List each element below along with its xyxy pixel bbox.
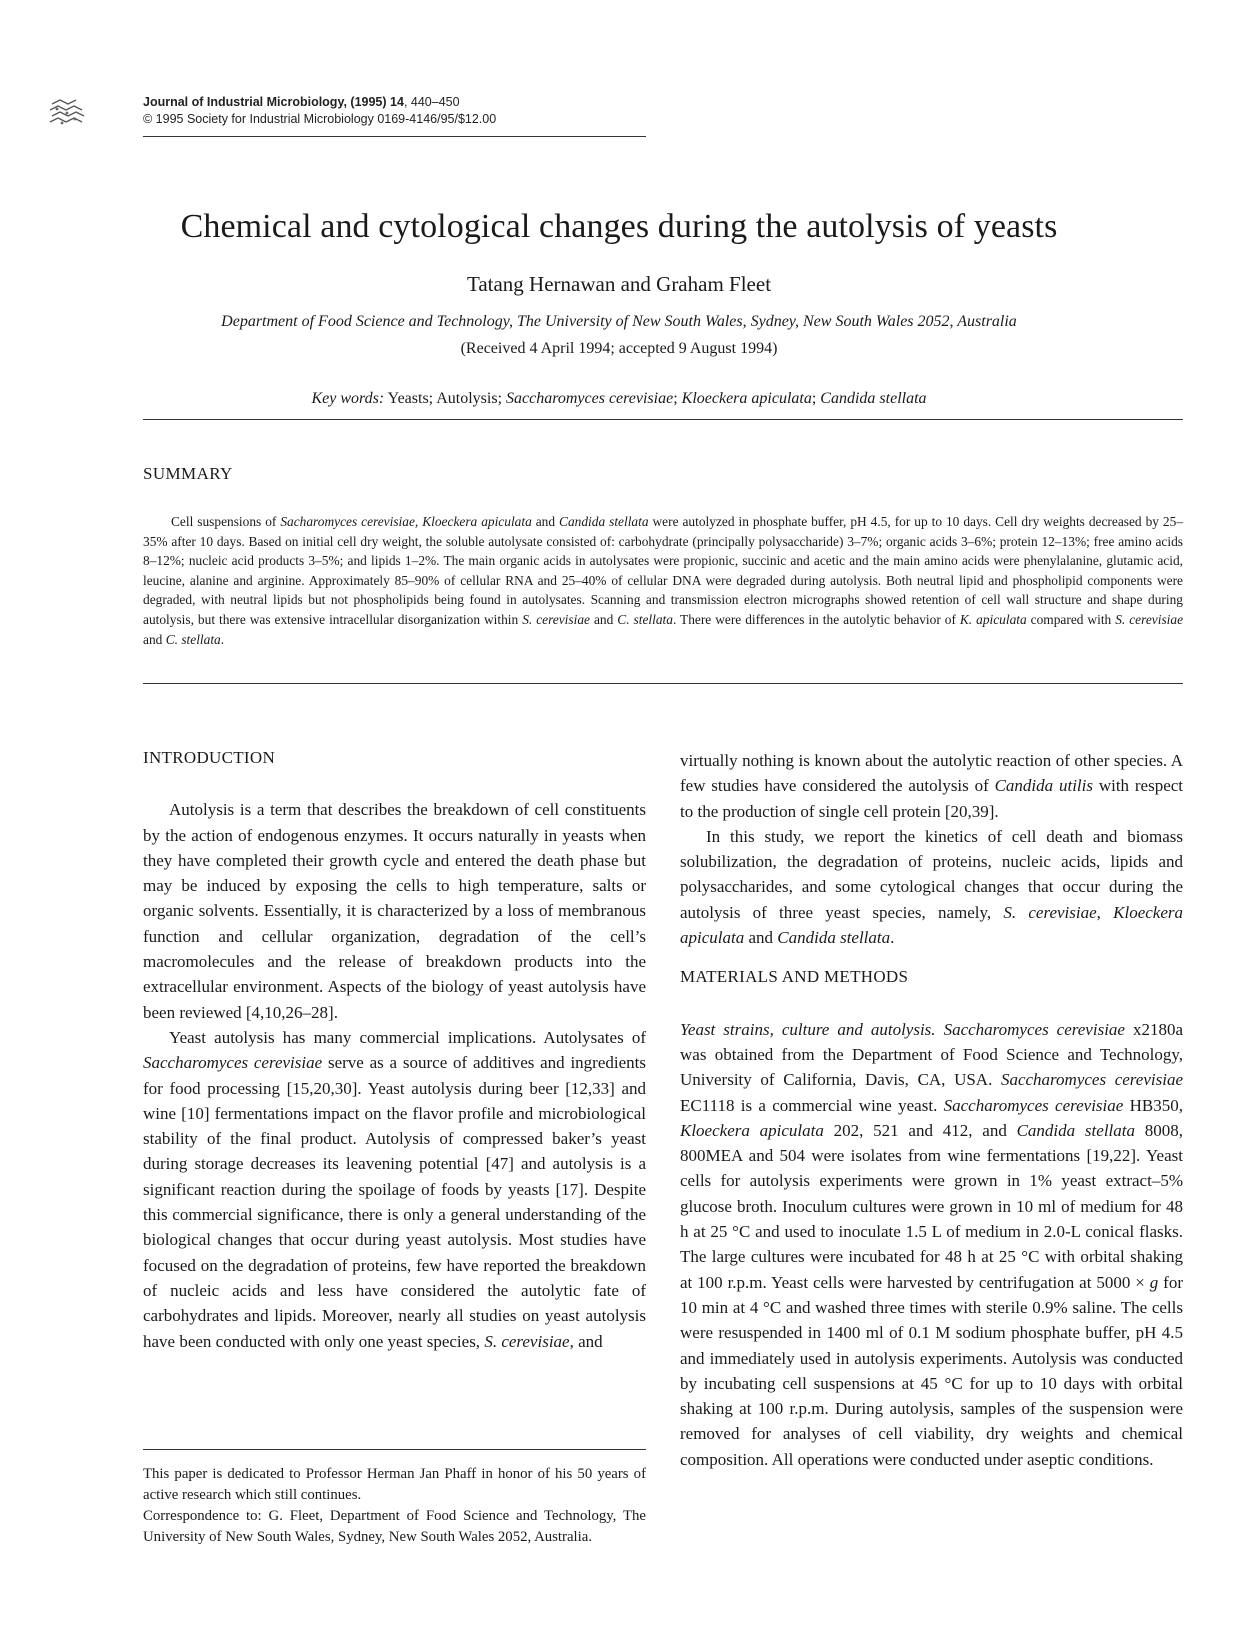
text-run: Candida stellata <box>559 514 649 529</box>
text-run: with respect to the production of single cell protein [20,39]. <box>680 776 1184 821</box>
text-run: Kloeckera apiculata <box>681 390 812 407</box>
text-run: and <box>744 928 778 948</box>
footnotes <box>143 1464 646 1548</box>
intro-paragraph-2 <box>143 1025 646 1354</box>
text-run: Kloeckera apiculata <box>680 902 1184 948</box>
text-run: 8008, 800MEA and 504 were isolates from wine fermentations [19,22]. Yeast cells for autolysis experiments were grown in 1% yeast extract–5% glucose broth. Inoculum cultures were grown in 10 ml of medium for 48 h at 25 °C and used to inoculate 1.5 L of medium in 2.0-L conical flasks. The large cultures were incubated for 48 h at 25 °C with orbital shaking at 100 r.p.m. Yeast cells were harvested by centrifugation at 5000 × <box>680 1120 1184 1292</box>
summary-bottom-divider <box>143 683 1183 684</box>
methods-heading: MATERIALS AND METHODS <box>680 967 909 987</box>
journal-header <box>143 94 496 128</box>
text-run: Candida utilis <box>994 776 1093 796</box>
text-run: HB350, <box>1123 1095 1183 1115</box>
footnote-divider <box>143 1449 646 1450</box>
journal-logo <box>48 98 86 128</box>
footnote-dedication: This paper is dedicated to Professor Herman Jan Phaff in honor of his 50 years of active research which still continues. <box>143 1466 646 1503</box>
text-run: Yeast strains, culture and autolysis. <box>680 1019 936 1039</box>
text-run: Saccharomyces cerevisiae <box>943 1019 1125 1039</box>
summary-top-divider <box>143 419 1183 420</box>
intro-continuation <box>680 748 1183 824</box>
text-run: S. cerevisiae <box>484 1331 570 1351</box>
introduction-heading: INTRODUCTION <box>143 748 276 767</box>
text-run: , <box>1096 902 1114 922</box>
journal-pages: , 440–450 <box>403 95 460 109</box>
text-run: Saccharomyces cerevisiae <box>943 1095 1124 1115</box>
text-run: x2180a was obtained from the Department of Food Science and Technology, University of California, Davis, CA, USA. <box>680 1019 1184 1090</box>
text-run: and <box>531 514 560 529</box>
text-run: , and <box>569 1331 603 1351</box>
text-run: Sacharomyces cerevisiae, Kloeckera apiculata <box>280 514 532 529</box>
text-run <box>936 1020 944 1039</box>
text-run: Candida stellata <box>820 390 927 407</box>
text-run: g <box>1149 1272 1159 1292</box>
text-run: and <box>589 611 618 627</box>
footnote-correspondence: Correspondence to: G. Fleet, Department of Food Science and Technology, The University of New South Wales, Sydney, New South Wales 2052, Australia. <box>143 1508 646 1545</box>
text-run: . <box>220 631 225 647</box>
left-column <box>143 745 646 1354</box>
text-run: Candida stellata <box>777 928 891 948</box>
text-run: Yeasts; Autolysis; <box>384 390 507 407</box>
text-run: EC1118 is a commercial wine yeast. <box>680 1095 944 1115</box>
text-run: Autolysis is a term that describes the breakdown of cell constituents by the action of endogenous enzymes. It occurs naturally in yeasts when they have completed their growth cycle and entered the death phase but may be induced by exposing the cells to high temperature, salts or organic solvents. Essentially, it is characterized by a loss of membranous function and cellular organization, degradation of the cell’s macromolecules and the release of breakdown products into the extracellular environment. Aspects of the biology of yeast autolysis have been reviewed [4,10,26–28]. <box>143 800 646 1022</box>
text-run: . There were differences in the autolytic behavior of <box>672 611 960 627</box>
text-run: C. stellata <box>617 611 673 627</box>
text-run: 202, 521 and 412, and <box>823 1120 1017 1140</box>
text-run: and <box>143 631 166 647</box>
journal-citation <box>143 94 496 111</box>
text-run: virtually nothing is known about the autolytic reaction of other species. A few studies have considered the autolysis of <box>680 751 1183 796</box>
text-run: were autolyzed in phosphate buffer, pH 4.5, for up to 10 days. Cell dry weights decreased by 25–35% after 10 days. Based on initial cell dry weight, the soluble autolysate consisted of: carbohydrate (principally polysaccharide) 3–7%; organic acids 3–6%; protein 12–13%; free amino acids 8–12%; nucleic acid products 3–5%; and lipids 1–2%. The main organic acids in autolysates were propionic, succinic and acetic and the main amino acids were phenylalanine, glutamic acid, leucine, alanine and arginine. Approximately 85–90% of cellular RNA and 25–40% of cellular DNA were degraded during autolysis. Both neutral lipid and phospholipid components were degraded, with neutral lipids but not phospholipids being found in autolysates. Scanning and transmission electron micrographs showed retention of cell wall structure and shape during autolysis, but there was extensive intracellular disorganization within <box>143 514 1184 627</box>
intro-study-paragraph <box>680 824 1183 950</box>
text-run: serve as a source of additives and ingredients for food processing [15,20,30]. Yeast autolysis during beer [12,33] and wine [10] fermentations impact on the flavor profile and microbiological stability of the final product. Autolysis of compressed baker’s yeast during storage decreases its leavening potential [47] and autolysis is a significant reaction during the spoilage of foods by yeasts [17]. Despite this commercial significance, there is only a general understanding of the biological changes that occur during yeast autolysis. Most studies have focused on the degradation of proteins, few have reported the breakdown of nucleic acids and less have considered the autolytic fate of carbohydrates and lipids. Moreover, nearly all studies on yeast autolysis have been conducted with only one yeast species, <box>143 1053 646 1351</box>
article-authors: Tatang Hernawan and Graham Fleet <box>466 272 772 296</box>
text-run: Candida stellata <box>1016 1120 1135 1140</box>
text-run: S. cerevisiae <box>1003 902 1097 922</box>
journal-copyright: © 1995 Society for Industrial Microbiology 0169-4146/95/$12.00 <box>143 112 497 126</box>
summary-body <box>143 512 1183 649</box>
right-column <box>680 748 1183 1472</box>
text-run: Saccharomyces cerevisiae <box>143 1053 323 1073</box>
text-run: ; <box>673 390 682 407</box>
text-run: Saccharomyces cerevisiae <box>1000 1070 1183 1090</box>
article-title: Chemical and cytological changes during the autolysis of yeasts <box>180 208 1058 245</box>
intro-paragraph-1 <box>143 797 646 1025</box>
text-run: Yeast autolysis has many commercial implications. Autolysates of <box>169 1027 646 1047</box>
text-run: Saccharomyces cerevisiae <box>506 390 674 407</box>
journal-volume: 14 <box>390 95 404 109</box>
text-run: . <box>890 928 895 948</box>
text-run: In this study, we report the kinetics of cell death and biomass solubilization, the degradation of proteins, nucleic acids, lipids and polysaccharides, and some cytological changes that occur during the autolysis of three yeast species, namely, <box>680 826 1183 922</box>
summary-heading: SUMMARY <box>143 464 233 483</box>
text-run: S. cerevisiae <box>1115 611 1184 627</box>
text-run: for 10 min at 4 °C and washed three times with sterile 0.9% saline. The cells were resuspended in 1400 ml of 0.1 M sodium phosphate buffer, pH 4.5 and immediately used in autolysis experiments. Autolysis was conducted by incubating cell suspensions at 45 °C for up to 10 days with orbital shaking at 100 r.p.m. During autolysis, samples of the suspension were removed for analyses of cell viability, dry weights and chemical composition. All operations were conducted under aseptic conditions. <box>680 1272 1183 1469</box>
text-run: Kloeckera apiculata <box>680 1120 824 1140</box>
keywords-list <box>384 390 926 407</box>
methods-paragraph <box>680 1017 1183 1472</box>
article-keywords <box>0 390 1238 408</box>
journal-name: Journal of Industrial Microbiology, (1995) <box>143 95 387 109</box>
article-received-dates: (Received 4 April 1994; accepted 9 August 1994) <box>460 340 778 357</box>
article-affiliation: Department of Food Science and Technology, The University of New South Wales, Sydney, New South Wales 2052, Australia <box>221 313 1017 330</box>
text-run: C. stellata <box>165 631 221 647</box>
text-run: ; <box>811 390 821 407</box>
text-run: S. cerevisiae <box>522 611 590 627</box>
header-divider <box>143 136 646 137</box>
journal-logo-icon <box>48 98 86 128</box>
keywords-label: Key words: <box>311 390 385 407</box>
text-run: compared with <box>1026 611 1116 627</box>
text-run: Cell suspensions of <box>171 514 281 529</box>
text-run: K. apiculata <box>959 611 1027 627</box>
